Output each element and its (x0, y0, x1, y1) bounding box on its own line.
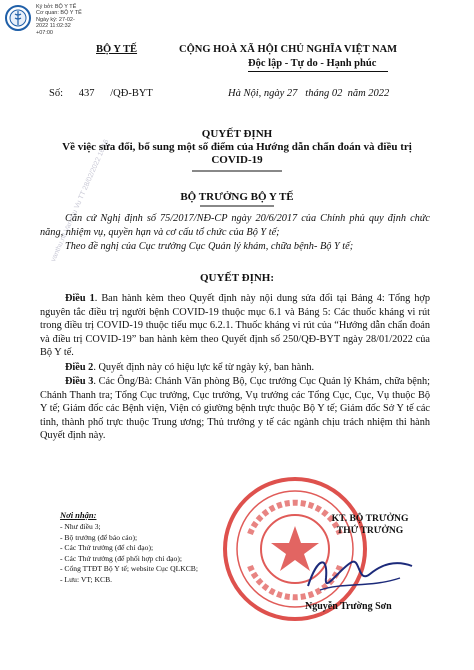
national-motto: Độc lập - Tự do - Hạnh phúc (248, 58, 377, 69)
number-suffix: /QĐ-BYT (110, 88, 153, 99)
ministry-logo-icon (4, 4, 32, 32)
recipient-item: - Các Thứ trưởng (để phối hợp chỉ đạo); (60, 553, 182, 563)
document-title: QUYẾT ĐỊNH (201, 128, 273, 140)
sig-line: Cơ quan: BỘ Y TẾ (36, 10, 82, 17)
document-number (49, 88, 153, 99)
recipient-item: - Các Thứ trưởng (để chỉ đạo); (60, 543, 154, 553)
motto-underline (248, 71, 388, 72)
number-value: 437 (78, 88, 95, 99)
digital-signature-info (36, 4, 82, 36)
article-text: . Các Ông/Bà: Chánh Văn phòng Bộ, Cục trưởng Cục Quản lý Khám, chữa bệnh; Chánh Thanh tra; Tổng Cục trưởng, Cục trưởng, Vụ trưởng các Tổng Cục, Cục, Vụ thuộc Bộ Y tế; Giám đốc các Bệnh viện, Viện có giường bệnh trực thuộc Bộ Y tế; Giám đốc Sở Y tế các tỉnh, thành phố trực thuộc Trung ương; Thủ trưởng y tế các ngành chịu trách nhiệm thi hành Quyết định này. (40, 376, 430, 442)
document-subject (30, 141, 444, 167)
issuer-title: BỘ TRƯỞNG BỘ Y TẾ (180, 191, 294, 203)
sig-line: 2022 11:02:32 (36, 23, 71, 30)
article-text: . Quyết định này có hiệu lực kể từ ngày ký, ban hành. (93, 362, 315, 373)
issuer-divider (200, 205, 274, 207)
signer-name: Nguyễn Trường Sơn (305, 601, 392, 612)
recipient-item: - Lưu: VT; KCB. (60, 574, 113, 584)
handwritten-signature (300, 548, 420, 600)
article-3 (40, 375, 430, 443)
recipients-title: Nơi nhận: (60, 510, 97, 520)
legal-basis-1: Căn cứ Nghị định số 75/2017/NĐ-CP ngày 20/6/2017 của Chính phủ quy định chức năng, nhiệm vụ, quyền hạn và cơ cấu tổ chức của Bộ Y tế; (40, 213, 430, 238)
document-date: Hà Nội, ngày 27 tháng 02 năm 2022 (228, 88, 390, 99)
recipient-item: - Như điều 3; (60, 522, 101, 531)
sig-line: Ngày ký: 27-02- (36, 16, 75, 23)
subject-line: COVID-19 (211, 154, 263, 166)
signer-role-line: KT. BỘ TRƯỞNG (331, 513, 409, 524)
article-label: Điều 3 (65, 376, 94, 387)
issuing-organization: BỘ Y TẾ (96, 44, 138, 55)
article-1 (40, 292, 430, 360)
article-2 (40, 361, 430, 375)
sig-line: +07:00 (36, 29, 53, 36)
number-label: Số: (49, 88, 64, 99)
national-title: CỘNG HOÀ XÃ HỘI CHỦ NGHĨA VIỆT NAM (179, 44, 398, 55)
article-label: Điều 2 (65, 362, 94, 373)
legal-basis-2: Theo đề nghị của Cục trưởng Cục Quản lý khám, chữa bệnh- Bộ Y tế; (65, 241, 354, 252)
article-text: . Ban hành kèm theo Quyết định này nội dung sửa đổi tại Bảng 4: Tổng hợp nguyên tắc điều trị người bệnh COVID-19 thuộc mục 6.1 và Bảng 5: Các thuốc kháng vi rút trong điều trị COVID-19 thuộc tiểu mục 6.2.1. Thuốc kháng vi rút của “Hướng dẫn chẩn đoán và điều trị COVID-19” ban hành kèm theo Quyết định số 250/QĐ-BYT ngày 28/01/2022 của Bộ Y tế. (40, 293, 430, 359)
recipient-item: - Cổng TTĐT Bộ Y tế; website Cục QLKCB; (60, 564, 198, 574)
article-label: Điều 1 (65, 293, 95, 304)
decision-heading: QUYẾT ĐỊNH: (199, 272, 275, 284)
subject-line: Về việc sửa đổi, bổ sung một số điểm của Hướng dẫn chẩn đoán và điều trị (62, 141, 412, 153)
signer-role-line: THỨ TRƯỞNG (336, 525, 404, 536)
recipients-list (60, 522, 198, 586)
watermark: vanthu.ntl.Van thu Vu TT 28/02/2022 16:16 (50, 138, 111, 263)
recipient-item: - Bộ trưởng (để báo cáo); (60, 532, 138, 542)
signer-role (315, 513, 425, 537)
sig-line: Ký bởi: BỘ Y TẾ (36, 4, 77, 10)
title-divider (192, 170, 282, 172)
